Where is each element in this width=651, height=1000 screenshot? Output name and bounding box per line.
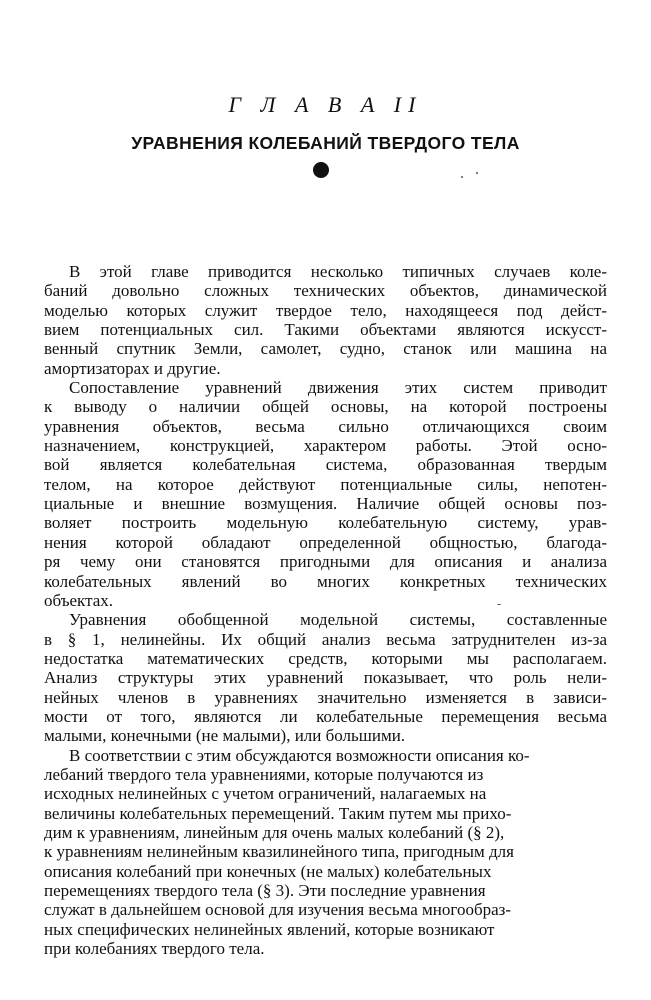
- text-line: назначением, конструкцией, характером работы. Этой осно-: [44, 436, 607, 456]
- text-line: Анализ структуры этих уравнений показывает, что роль нели-: [44, 668, 607, 688]
- text-line: уравнения объектов, весьма сильно отличающихся своим: [44, 416, 607, 436]
- print-speck: [476, 172, 478, 174]
- text-line: нения которой обладают определенной общностью, благода-: [44, 532, 607, 552]
- text-line: величины колебательных перемещений. Таким путем мы прихо-: [44, 803, 512, 823]
- ornament-bullet: [313, 162, 329, 178]
- text-line: служат в дальнейшем основой для изучения весьма многообраз-: [44, 900, 512, 920]
- text-line: моделью которых служит твердое тело, находящееся под дейст-: [44, 300, 607, 320]
- text-line: Сопоставление уравнений движения этих систем приводит: [69, 378, 607, 398]
- text-line: вием потенциальных сил. Такими объектами являются искусст-: [44, 320, 607, 340]
- paragraph-4: [44, 746, 607, 959]
- text-line: Уравнения обобщенной модельной системы, составленные: [69, 610, 607, 630]
- paragraph-1: [44, 262, 607, 378]
- text-line: ных специфических нелинейных явлений, которые возникают: [44, 919, 495, 939]
- chapter-title: УРАВНЕНИЯ КОЛЕБАНИЙ ТВЕРДОГО ТЕЛА: [131, 133, 520, 153]
- text-line: исходных нелинейных с учетом ограничений, налагаемых на: [44, 784, 487, 804]
- print-speck: [461, 176, 463, 178]
- text-line: вой является колебательная система, образованная твердым: [44, 455, 607, 475]
- text-line: к выводу о наличии общей основы, на которой построены: [44, 397, 607, 417]
- text-line: нейных членов в уравнениях значительно изменяется в зависи-: [44, 687, 607, 707]
- text-line: малыми, конечными (не малыми), или большими.: [44, 726, 406, 746]
- text-line: ря чему они становятся пригодными для описания и анализа: [44, 552, 607, 572]
- text-line: амортизаторах и другие.: [44, 358, 221, 378]
- chapter-label: Г Л А В А II: [228, 92, 423, 117]
- text-line: венный спутник Земли, самолет, судно, станок или машина на: [44, 339, 607, 359]
- text-line: баний довольно сложных технических объектов, динамической: [44, 281, 607, 301]
- text-line: перемещениях твердого тела (§ 3). Эти последние уравнения: [44, 881, 486, 900]
- text-line: при колебаниях твердого тела.: [44, 939, 265, 959]
- text-line: телом, на которое действуют потенциальные силы, непотен-: [44, 474, 607, 494]
- text-line: лебаний твердого тела уравнениями, которые получаются из: [44, 764, 484, 784]
- paragraph-3: [44, 610, 607, 745]
- text-line: мости от того, являются ли колебательные перемещения весьма: [44, 706, 607, 726]
- text-line: В этой главе приводится несколько типичных случаев коле-: [69, 262, 607, 281]
- paragraph-2: [44, 378, 607, 610]
- text-line: в § 1, нелинейны. Их общий анализ весьма затруднителен из-за: [44, 629, 607, 649]
- chapter-body: [44, 262, 607, 958]
- text-line: объектах.: [44, 590, 114, 610]
- text-line: воляет построить модельную колебательную систему, урав-: [44, 513, 607, 533]
- text-line: дим к уравнениям, линейным для очень малых колебаний (§ 2),: [44, 822, 505, 842]
- text-line: к уравнениям нелинейным квазилинейного типа, пригодным для: [44, 842, 514, 862]
- text-line: циальные и внешние возмущения. Наличие общей основы поз-: [44, 494, 607, 514]
- text-line: описания колебаний при конечных (не малых) колебательных: [44, 861, 492, 881]
- text-line: колебательных явлений во многих конкретных технических: [44, 571, 607, 591]
- text-line: недостатка математических средств, которыми мы располагаем.: [44, 648, 607, 668]
- text-line: В соответствии с этим обсуждаются возможности описания ко-: [69, 745, 530, 765]
